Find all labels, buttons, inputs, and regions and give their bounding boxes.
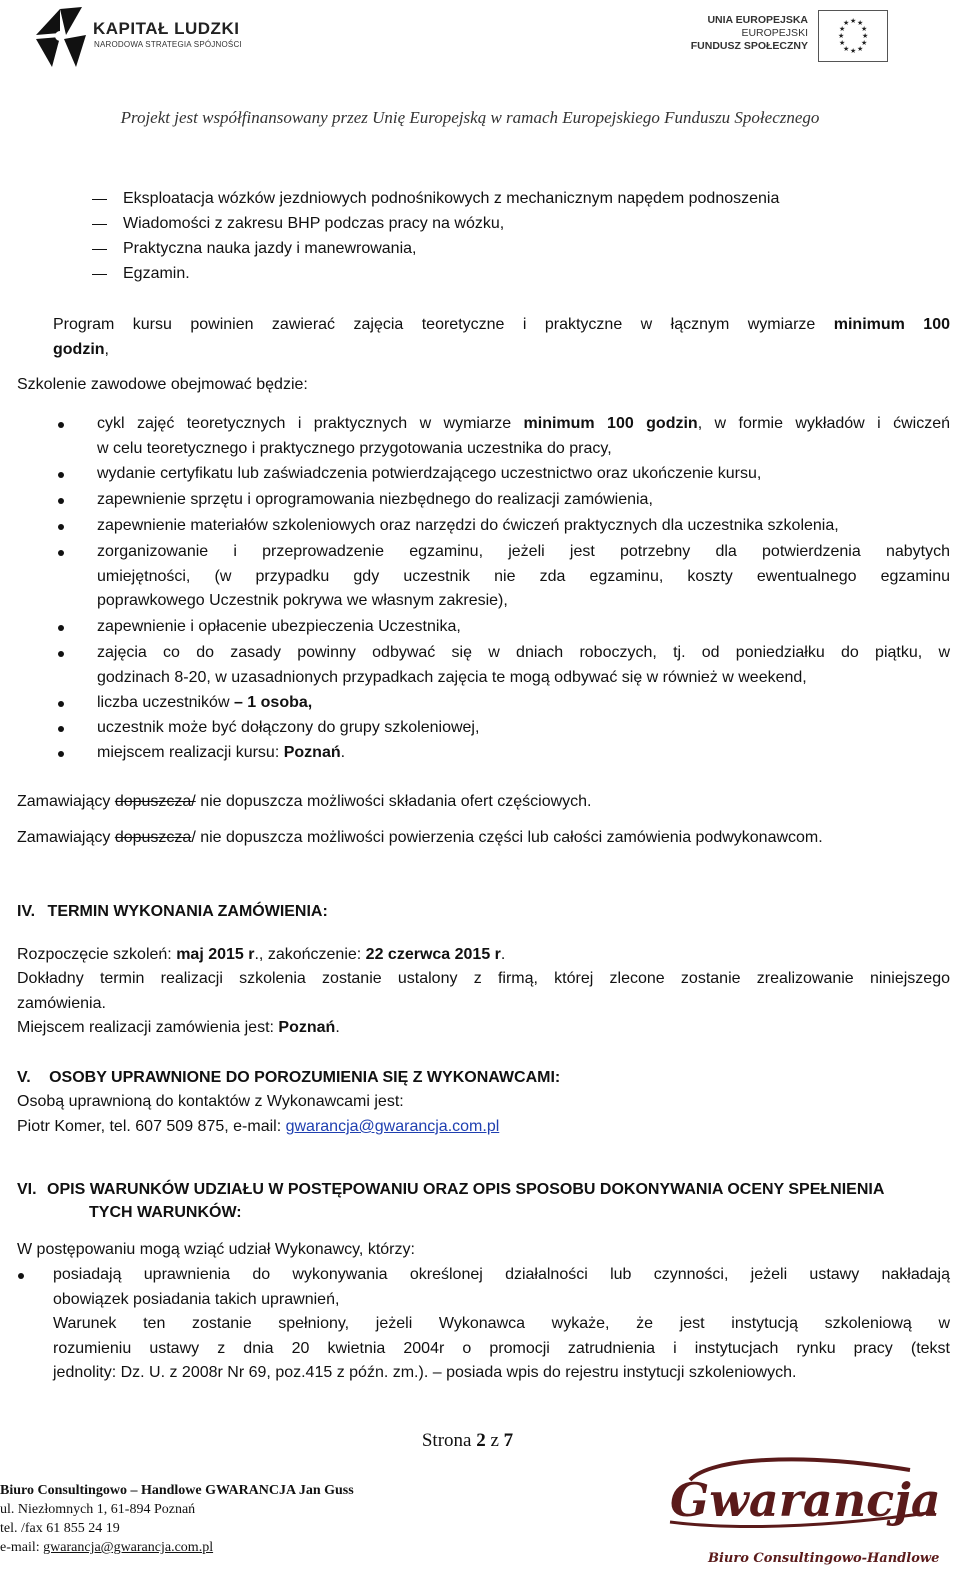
- start-date: maj 2015 r: [176, 946, 255, 963]
- section-title: OSOBY UPRAWNIONE DO POROZUMIENIA SIĘ Z WYKONAWCAMI:: [49, 1069, 561, 1086]
- list-item-text: [97, 540, 950, 614]
- email-label: e-mail:: [0, 1540, 40, 1555]
- list-item-text: uczestnik może być dołączony do grupy szkoleniowej,: [97, 719, 480, 736]
- statement-text: nie dopuszcza możliwości składania ofert częściowych.: [200, 793, 592, 810]
- bullet-bold: minimum 100 godzin: [523, 415, 698, 432]
- bullet-line: poprawkowego Uczestnik pokrywa we własnym zakresie),: [97, 592, 508, 609]
- bullet-marker: [58, 524, 64, 530]
- program-hours: minimum 100: [833, 316, 950, 333]
- footer-address: [0, 1481, 354, 1557]
- eu-flag-icon: [818, 10, 888, 62]
- svg-text:★: ★: [850, 17, 857, 25]
- program-text: Program kursu powinien zawierać zajęcia teoretyczne i praktyczne w łącznym wymiarze: [53, 316, 816, 333]
- subcontract-statement: [17, 826, 823, 851]
- bullet-line: godzinach 8-20, w uzasadnionych przypadkach zajęcia te mogą odbywać się w również w weekend,: [97, 668, 807, 686]
- kapital-ludzki-emblem-icon: [30, 5, 90, 69]
- section-number: VI.: [17, 1181, 37, 1198]
- statement-subject: Zamawiający: [17, 829, 111, 846]
- bullet-marker: [58, 498, 64, 504]
- page-label: Strona: [421, 1430, 472, 1451]
- bullet-line: w celu teoretycznego i praktycznego przygotowania uczestnika do pracy,: [97, 439, 612, 457]
- bullet-marker: [58, 472, 64, 478]
- exact-date-paragraph: [17, 967, 950, 1016]
- section-vi-heading: [17, 1178, 950, 1224]
- gwarancja-logo: [650, 1452, 950, 1582]
- logo-text: Gwarancja: [670, 1473, 941, 1527]
- page-current: 2: [476, 1430, 486, 1451]
- page-total: 7: [503, 1430, 514, 1451]
- list-item-text: [97, 412, 950, 461]
- course-location: Poznań: [283, 744, 341, 761]
- list-item-text: [97, 741, 950, 766]
- svg-text:★: ★: [839, 25, 846, 33]
- company-name: Biuro Consultingowo – Handlowe GWARANCJA Jan Guss: [0, 1483, 354, 1498]
- bullet-text: , w formie wykładów i ćwiczeń: [697, 415, 951, 432]
- start-label: Rozpoczęcie szkoleń:: [17, 946, 172, 963]
- contact-line: [17, 1115, 499, 1140]
- participants-count: – 1 osoba,: [233, 694, 313, 711]
- list-item-text: Praktyczna nauka jazdy i manewrowania,: [123, 240, 417, 257]
- bullet-marker: [58, 651, 64, 657]
- section-title: TERMIN WYKONANIA ZAMÓWIENIA:: [47, 903, 328, 920]
- place-value: Poznań: [278, 1019, 336, 1036]
- bullet-marker: [58, 751, 64, 757]
- eu-label-line-3: FUNDUSZ SPOŁECZNY: [690, 40, 808, 52]
- bullet-line: umiejętności, (w przypadku gdy uczestnik nie zda egzaminu, koszty ewentualnego egzaminu: [97, 567, 950, 585]
- struck-option: dopuszcza: [114, 829, 192, 846]
- condition-line: Warunek ten zostanie spełniony, jeżeli Wykonawca wykaże, że jest instytucją szkoleniową w: [53, 1315, 950, 1332]
- section-number: IV.: [17, 903, 36, 920]
- bullet-text: liczba uczestników: [97, 694, 230, 711]
- eu-fund-label: [691, 14, 808, 53]
- condition-line: jednolity: Dz. U. z 2008r Nr 69, poz.415 z późn. zm.). – posiada wpis do rejestru instytucji szkoleniowych.: [53, 1364, 797, 1381]
- section-vi-title-line: [17, 1178, 950, 1201]
- list-item-text: Wiadomości z zakresu BHP podczas pracy na wózku,: [123, 215, 505, 232]
- svg-text:★: ★: [857, 19, 864, 27]
- company-email: [0, 1538, 354, 1557]
- company-street: ul. Niezłomnych 1, 61-894 Poznań: [0, 1502, 196, 1517]
- statement-text: / nie dopuszcza możliwości powierzenia części lub całości zamówienia podwykonawcom.: [191, 829, 823, 846]
- section-title: OPIS WARUNKÓW UDZIAŁU W POSTĘPOWANIU ORAZ OPIS SPOSOBU DOKONYWANIA OCENY SPEŁNIENIA: [47, 1181, 885, 1198]
- condition-line: rozumieniu ustawy z dnia 20 kwietnia 2004r o promocji zatrudnienia i instytucjach rynku pracy (tekst: [53, 1339, 950, 1357]
- list-item-text: Egzamin.: [123, 265, 190, 282]
- bullet-text: miejscem realizacji kursu:: [97, 744, 280, 761]
- bullet-line: [97, 412, 950, 437]
- partial-offers-statement: [17, 790, 591, 815]
- kapital-ludzki-subtitle: NARODOWA STRATEGIA SPÓJNOŚCI: [94, 40, 242, 49]
- contact-details: Piotr Komer, tel. 607 509 875, e-mail:: [17, 1118, 282, 1135]
- end-label: ., zakończenie:: [254, 946, 362, 963]
- place-line: [17, 1016, 340, 1041]
- contact-intro: Osobą uprawnioną do kontaktów z Wykonawcami jest:: [17, 1093, 404, 1110]
- company-phone: tel. /fax 61 855 24 19: [0, 1521, 120, 1536]
- page-number: [0, 1430, 935, 1452]
- page-of: z: [490, 1430, 499, 1451]
- section-iv-heading: [17, 903, 328, 921]
- program-line-1: [53, 313, 950, 338]
- bullet-marker: [58, 701, 64, 707]
- condition-line: posiadają uprawnienia do wykonywania określonej działalności lub czynności, jeżeli ustawy nakładają: [53, 1266, 950, 1283]
- dash-marker: [92, 224, 107, 225]
- bullet-text: cykl zajęć teoretycznych i praktycznych w wymiarze: [97, 415, 512, 432]
- gwarancja-wordmark-icon: [650, 1452, 950, 1582]
- kapital-ludzki-title: KAPITAŁ LUDZKI: [93, 19, 240, 38]
- dash-marker: [92, 199, 107, 200]
- paragraph-line: zamówienia.: [17, 994, 106, 1012]
- section-v-heading: [17, 1069, 560, 1087]
- paragraph-line: Dokładny termin realizacji szkolenia zostanie ustalony z firmą, której zlecone zostanie zrealizowanie niniejszego: [17, 970, 950, 987]
- footer-email-link[interactable]: gwarancja@gwarancja.com.pl: [43, 1540, 214, 1555]
- bullet-marker: [58, 550, 64, 556]
- program-hours-unit: godzin: [53, 340, 105, 358]
- svg-text:★: ★: [857, 45, 864, 53]
- program-end: ,: [104, 340, 109, 358]
- section-title-continued: TYCH WARUNKÓW:: [89, 1204, 242, 1221]
- eu-label-line-2: EUROPEJSKI: [741, 27, 808, 39]
- struck-option: dopuszcza/: [114, 793, 196, 810]
- svg-text:★: ★: [839, 39, 846, 47]
- end-date: 22 czerwca 2015 r: [365, 946, 501, 963]
- statement-subject: Zamawiający: [17, 793, 111, 810]
- bullet-marker: [18, 1273, 24, 1279]
- logo-subtitle: Biuro Consultingowo-Handlowe: [708, 1551, 940, 1566]
- svg-text:★: ★: [843, 45, 850, 53]
- svg-text:★: ★: [861, 39, 868, 47]
- schedule-end: .: [500, 946, 506, 963]
- program-paragraph: [53, 313, 950, 362]
- dash-marker: [92, 274, 107, 275]
- section-number: V.: [17, 1069, 31, 1086]
- training-intro: Szkolenie zawodowe obejmować będzie:: [17, 376, 308, 393]
- bullet-marker: [58, 422, 64, 428]
- place-label: Miejscem realizacji zamówienia jest:: [17, 1019, 274, 1036]
- dash-marker: [92, 249, 107, 250]
- list-item-text: zapewnienie i opłacenie ubezpieczenia Uczestnika,: [97, 618, 461, 635]
- bullet-marker: [58, 625, 64, 631]
- program-line-2: [53, 338, 950, 363]
- condition-line: obowiązek posiadania takich uprawnień,: [53, 1290, 340, 1308]
- place-end: .: [335, 1019, 340, 1036]
- cofinance-note: Projekt jest współfinansowany przez Unię Europejską w ramach Europejskiego Funduszu Społecznego: [120, 108, 820, 127]
- list-item-text: zapewnienie sprzętu i oprogramowania niezbędnego do realizacji zamówienia,: [97, 491, 653, 508]
- list-item-text: [97, 641, 950, 690]
- schedule-line: [17, 943, 505, 968]
- list-item-text: zapewnienie materiałów szkoleniowych oraz narzędzi do ćwiczeń praktycznych dla uczestnika szkolenia,: [97, 517, 839, 534]
- svg-text:★: ★: [862, 32, 869, 40]
- bullet-text: .: [340, 744, 346, 761]
- svg-text:★: ★: [843, 19, 850, 27]
- bullet-line: zorganizowanie i przeprowadzenie egzaminu, jeżeli jest potrzebny dla potwierdzenia nabytych: [97, 543, 950, 560]
- svg-text:★: ★: [861, 25, 868, 33]
- contact-email-link[interactable]: gwarancja@gwarancja.com.pl: [285, 1118, 500, 1135]
- list-item-text: [97, 691, 950, 716]
- eu-label-line-1: UNIA EUROPEJSKA: [707, 14, 808, 26]
- conditions-intro: W postępowaniu mogą wziąć udział Wykonawcy, którzy:: [17, 1241, 415, 1258]
- list-item-text: Eksploatacja wózków jezdniowych podnośnikowych z mechanicznym napędem podnoszenia: [123, 190, 780, 207]
- bullet-line: zajęcia co do zasady powinny odbywać się w dniach roboczych, tj. od poniedziałku do piątku, w: [97, 644, 950, 661]
- svg-text:★: ★: [850, 47, 857, 55]
- bullet-marker: [58, 726, 64, 732]
- svg-text:★: ★: [838, 32, 845, 40]
- list-item-text: [53, 1263, 950, 1386]
- list-item-text: wydanie certyfikatu lub zaświadczenia potwierdzającego uczestnictwo oraz ukończenie kursu,: [97, 465, 762, 482]
